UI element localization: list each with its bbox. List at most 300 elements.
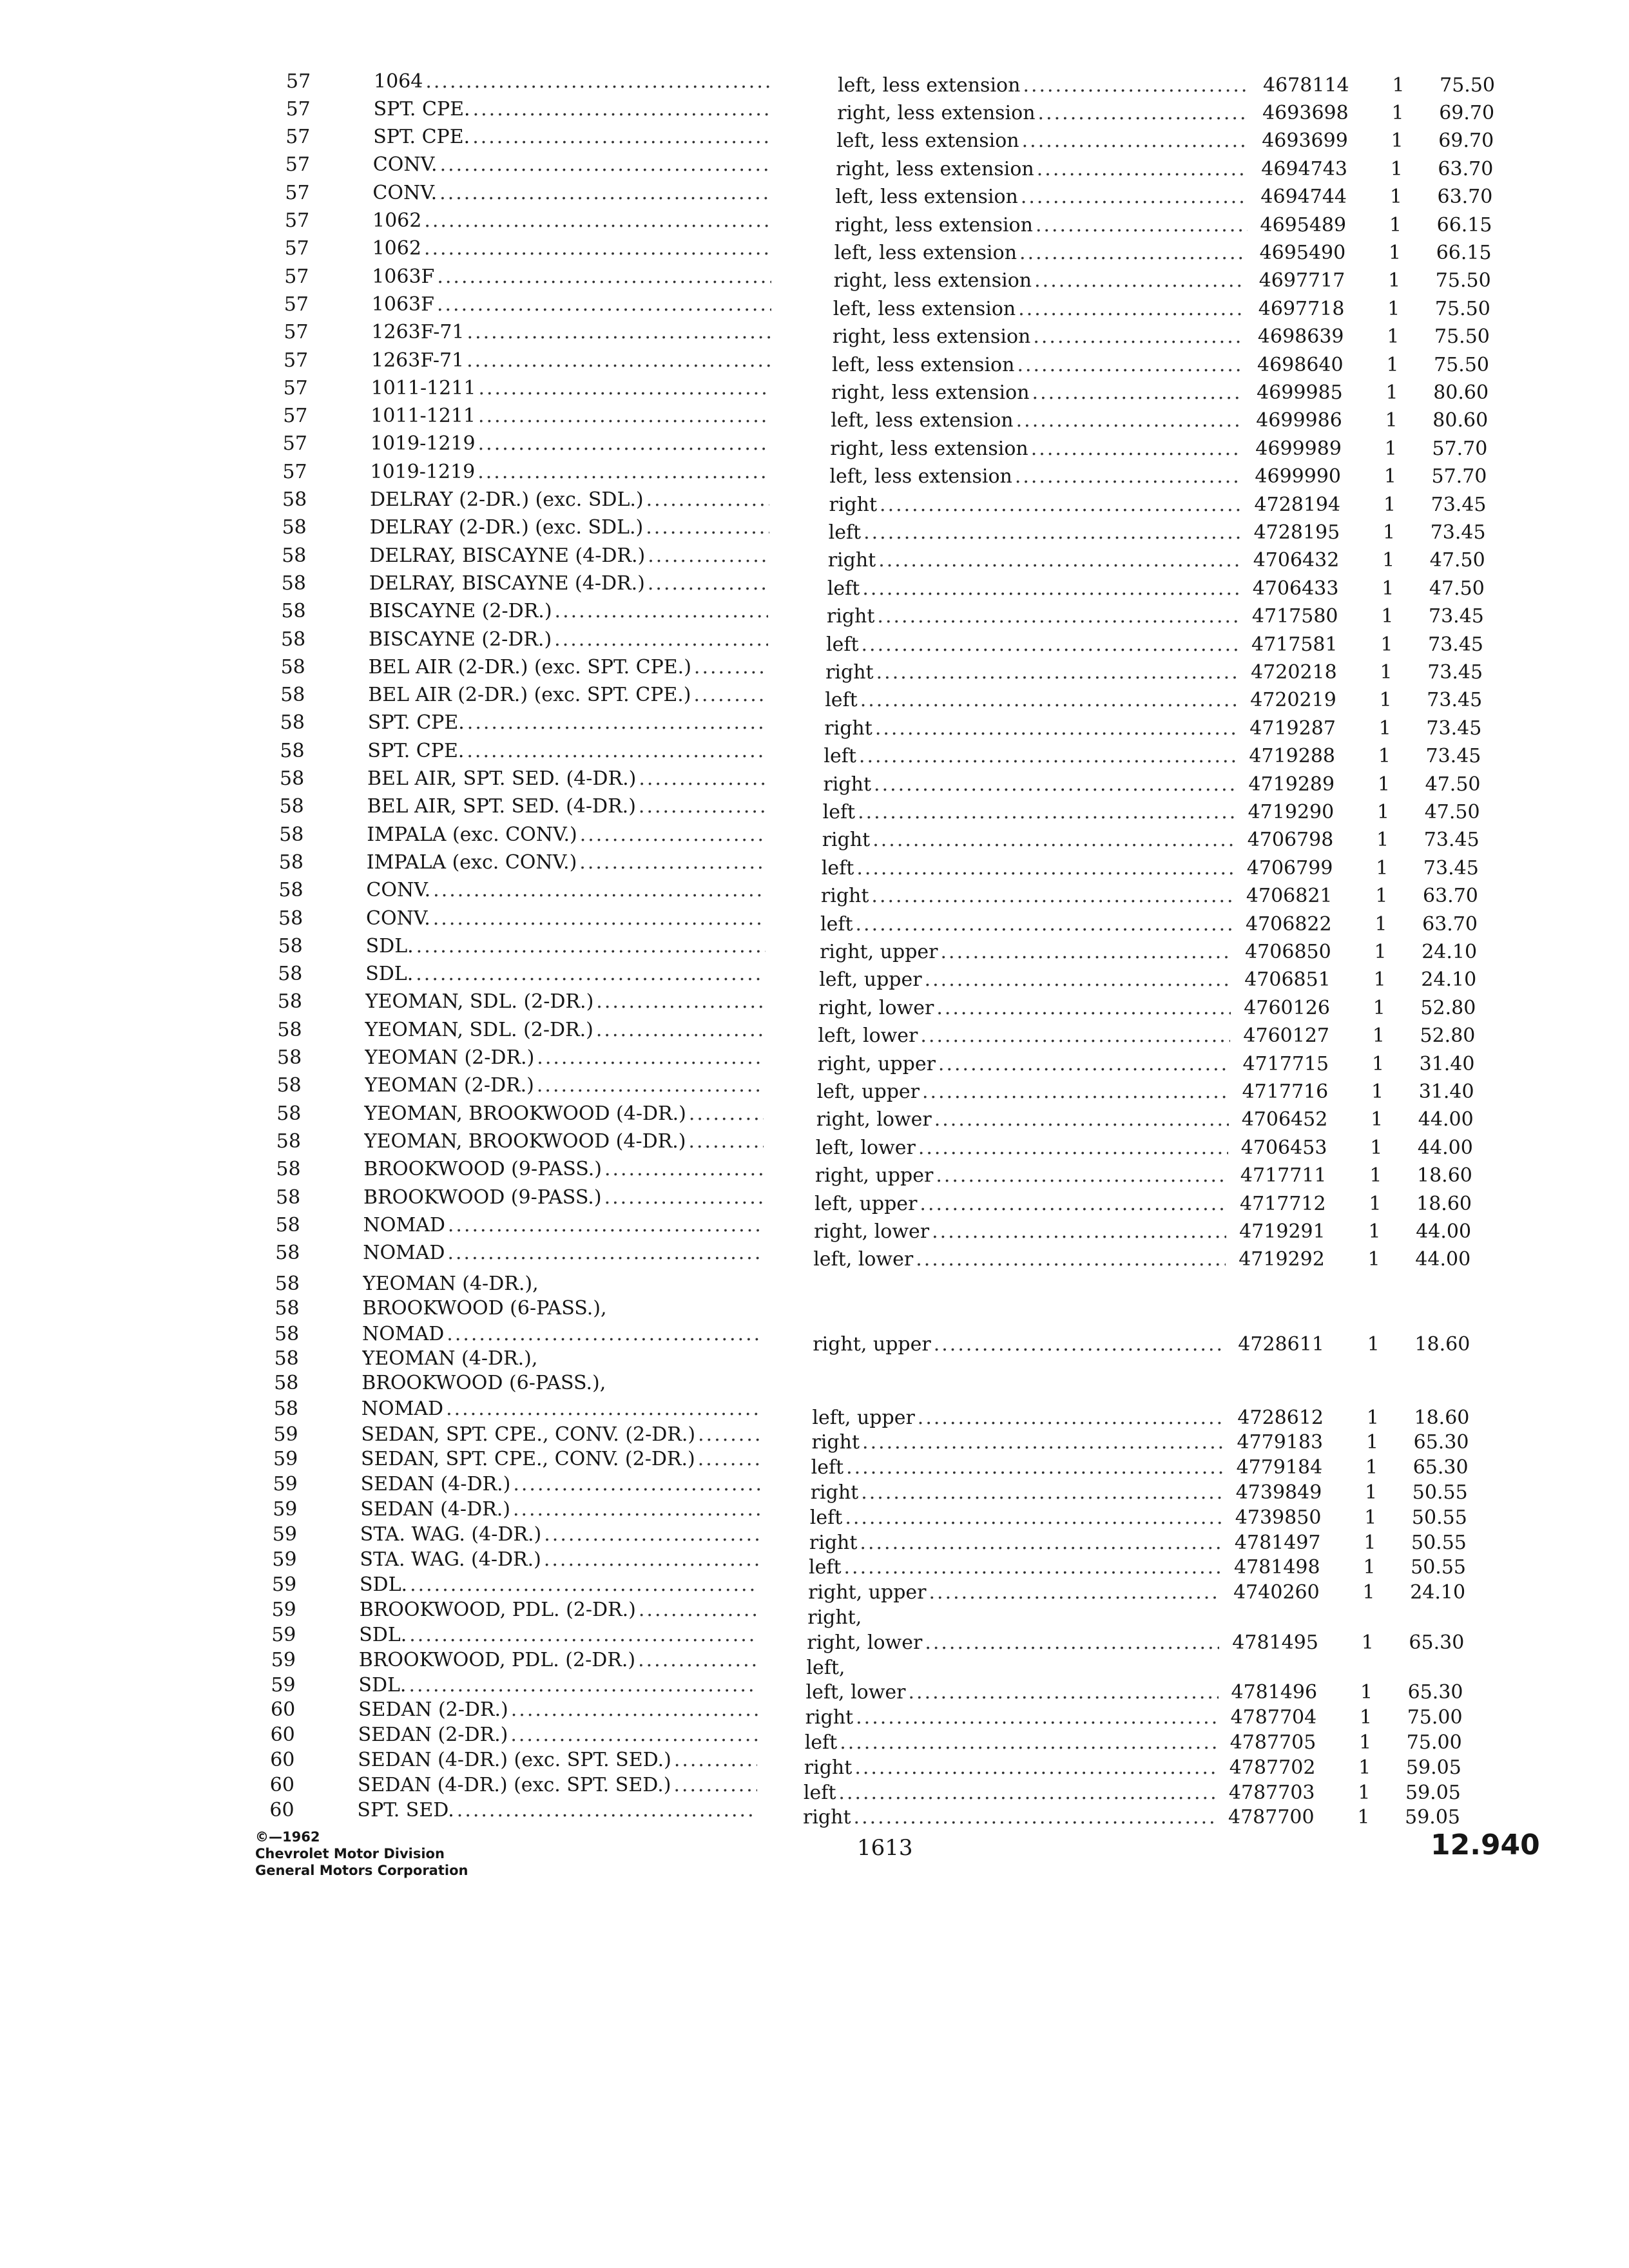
model-row (276, 208, 772, 234)
model-name-text: 1011-1211 (371, 376, 476, 399)
model-name (367, 795, 767, 818)
quantity: 1 (1357, 1806, 1370, 1829)
price: 59.05 (1405, 1756, 1461, 1779)
leader-dots (646, 516, 769, 539)
part-description (807, 1606, 1220, 1629)
quantity: 1 (1366, 1406, 1379, 1429)
price: 52.80 (1420, 996, 1476, 1019)
price: 73.45 (1423, 829, 1480, 852)
leader-dots (673, 1774, 757, 1796)
part-description-text: left, less extension (829, 465, 1012, 488)
part-row (820, 939, 1536, 965)
part-number: 4717581 (1251, 633, 1338, 656)
price: 73.45 (1425, 745, 1481, 768)
part-description-text: right (825, 660, 874, 684)
quantity: 1 (1365, 1481, 1378, 1504)
part-description (820, 941, 1232, 963)
part-number: 4678114 (1263, 73, 1349, 97)
leader-dots (688, 1130, 763, 1153)
leader-dots (446, 1398, 761, 1420)
part-row (816, 1135, 1532, 1160)
part-description-text: left, (806, 1656, 845, 1679)
model-name (366, 879, 766, 901)
model-year: 57 (282, 460, 307, 483)
model-year: 60 (269, 1799, 294, 1821)
leader-dots (934, 1108, 1229, 1131)
model-row (262, 1722, 758, 1748)
model-row (275, 347, 771, 373)
model-year: 60 (270, 1724, 295, 1747)
part-description-text: right (810, 1481, 859, 1504)
part-description (831, 381, 1244, 404)
price: 75.50 (1440, 73, 1495, 97)
part-description-text: left (827, 577, 860, 600)
part-description (824, 773, 1236, 796)
part-description-text: right, upper (808, 1581, 927, 1604)
part-description-text: left, lower (813, 1248, 914, 1271)
part-number: 4706433 (1252, 577, 1339, 600)
quantity: 1 (1385, 409, 1398, 432)
leader-dots (880, 494, 1241, 516)
price: 63.70 (1438, 157, 1494, 180)
part-description (814, 1220, 1226, 1243)
part-description-text: right (824, 716, 872, 740)
part-number: 4719291 (1239, 1220, 1325, 1243)
part-description-text: right, upper (817, 1052, 936, 1075)
part-description-text: right (804, 1756, 853, 1779)
part-description-text: right (805, 1706, 854, 1729)
leader-dots (433, 907, 766, 930)
leader-dots (639, 795, 767, 818)
part-description (838, 74, 1250, 97)
model-year: 57 (284, 321, 309, 344)
part-description-text: right, less extension (831, 381, 1030, 404)
quantity: 1 (1365, 1431, 1379, 1454)
model-row (273, 487, 769, 513)
model-year: 58 (278, 963, 303, 986)
part-number: 4787700 (1228, 1806, 1315, 1829)
quantity: 1 (1383, 493, 1396, 516)
part-number: 4787703 (1228, 1781, 1315, 1804)
quantity: 1 (1367, 1332, 1380, 1356)
model-row (270, 822, 766, 847)
model-name-text: BEL AIR, SPT. SED. (4-DR.) (367, 767, 637, 790)
quantity: 1 (1373, 996, 1385, 1019)
model-name-text: CONV. (372, 181, 438, 204)
model-name-text: SPT. CPE. (373, 97, 470, 120)
leader-dots (646, 488, 769, 511)
price: 18.60 (1414, 1406, 1470, 1429)
part-row (805, 1729, 1521, 1755)
part-number: 4695490 (1259, 241, 1346, 264)
model-row (260, 1798, 757, 1823)
part-description (806, 1657, 1219, 1679)
part-row (832, 352, 1548, 378)
part-number: 4760126 (1244, 996, 1330, 1019)
model-name (358, 1698, 758, 1721)
quantity: 1 (1387, 325, 1400, 349)
model-name-text: STA. WAG. (4-DR.) (360, 1523, 542, 1546)
model-name-text: CONV. (366, 879, 431, 902)
model-year: 59 (272, 1523, 297, 1546)
model-name (363, 1214, 763, 1236)
leader-dots (918, 1407, 1225, 1429)
part-row (834, 240, 1551, 265)
quantity: 1 (1389, 186, 1402, 209)
part-row (828, 548, 1545, 573)
model-name (370, 488, 769, 511)
quantity: 1 (1382, 549, 1395, 572)
part-number: 4787702 (1229, 1756, 1316, 1779)
model-name (364, 1102, 764, 1125)
part-number: 4781497 (1234, 1531, 1321, 1554)
model-year: 58 (280, 711, 305, 735)
model-year: 58 (277, 990, 302, 1014)
leader-dots (437, 293, 771, 316)
part-description (821, 885, 1233, 907)
price: 75.50 (1434, 353, 1489, 376)
model-name-text: IMPALA (exc. CONV.) (367, 823, 577, 846)
quantity: 1 (1364, 1506, 1377, 1529)
model-name (366, 935, 766, 957)
leader-dots (694, 656, 768, 678)
model-name-text: SEDAN, SPT. CPE., CONV. (2-DR.) (361, 1423, 696, 1446)
leader-dots (1021, 186, 1248, 208)
model-year: 57 (285, 126, 311, 149)
part-number: 4698640 (1257, 353, 1344, 376)
part-description (813, 1333, 1225, 1356)
model-row (276, 180, 772, 206)
part-row (825, 659, 1542, 685)
model-row (270, 849, 766, 875)
model-name (370, 516, 769, 539)
model-year: 60 (269, 1774, 294, 1797)
part-description (804, 1756, 1217, 1779)
leader-dots (863, 521, 1240, 544)
price: 59.05 (1405, 1806, 1460, 1829)
part-description (819, 968, 1231, 991)
leader-dots (604, 1158, 763, 1180)
quantity: 1 (1372, 1024, 1385, 1048)
model-name-text: BROOKWOOD (6-PASS.), (361, 1371, 606, 1394)
part-description (816, 1137, 1228, 1159)
part-row (818, 1023, 1534, 1049)
model-year: 58 (274, 1371, 299, 1394)
price: 65.30 (1412, 1456, 1469, 1479)
model-year: 58 (275, 1322, 300, 1345)
model-row (269, 878, 766, 903)
model-name-text: 1062 (372, 209, 422, 232)
model-name-text: CONV. (366, 907, 430, 930)
part-description (809, 1556, 1221, 1579)
model-name-text: BROOKWOOD, PDL. (2-DR.) (358, 1648, 636, 1671)
part-number: 4697718 (1258, 297, 1345, 320)
part-description-text: right, less extension (836, 157, 1034, 180)
price: 44.00 (1415, 1248, 1471, 1271)
price: 65.30 (1413, 1431, 1469, 1454)
part-description-text: right (829, 493, 878, 516)
quantity: 1 (1384, 437, 1397, 460)
leader-dots (511, 1698, 758, 1721)
model-name (372, 293, 771, 316)
part-description (812, 1431, 1224, 1454)
leader-dots (440, 153, 773, 176)
part-description (836, 158, 1248, 180)
price: 52.80 (1420, 1024, 1476, 1048)
leader-dots (1022, 130, 1249, 152)
part-row (812, 1405, 1528, 1430)
model-row (261, 1773, 757, 1798)
price: 47.50 (1425, 773, 1481, 796)
model-name (372, 209, 772, 232)
part-description-text: left, lower (818, 1024, 918, 1048)
leader-dots (467, 321, 771, 343)
part-description-text: left, upper (812, 1406, 915, 1429)
model-year: 58 (282, 544, 307, 567)
model-name-text: DELRAY, BISCAYNE (4-DR.) (369, 544, 646, 567)
model-name (374, 98, 773, 120)
model-year: 57 (285, 97, 311, 120)
model-name (372, 237, 772, 260)
part-description-text: left (809, 1506, 843, 1529)
quantity: 1 (1368, 1220, 1381, 1243)
model-name-text: NOMAD (361, 1397, 444, 1420)
model-year: 58 (280, 684, 305, 707)
leader-dots (846, 1456, 1223, 1479)
model-name (358, 1724, 758, 1746)
quantity: 1 (1370, 1136, 1383, 1159)
part-number: 4706850 (1245, 940, 1331, 963)
part-number: 4693699 (1262, 130, 1348, 153)
part-row (831, 380, 1548, 405)
quantity: 1 (1376, 856, 1389, 879)
model-name-text: SEDAN (4-DR.) (exc. SPT. SED.) (358, 1749, 671, 1772)
quantity: 1 (1374, 940, 1387, 963)
leader-dots (874, 773, 1235, 796)
part-row (804, 1754, 1521, 1780)
part-description-text: right, lower (818, 996, 934, 1019)
price: 80.60 (1433, 381, 1489, 404)
model-name (372, 182, 772, 204)
part-description (811, 1456, 1224, 1479)
part-number: 4728195 (1253, 521, 1340, 544)
model-name (359, 1624, 758, 1646)
quantity: 1 (1390, 157, 1403, 180)
part-description-text: right, less extension (837, 101, 1036, 124)
leader-dots (875, 717, 1237, 740)
model-name (369, 628, 768, 651)
quantity: 1 (1377, 800, 1390, 823)
part-description-text: right, less extension (833, 269, 1032, 293)
model-row (275, 375, 771, 401)
model-year: 59 (271, 1598, 296, 1621)
price: 73.45 (1426, 716, 1482, 740)
part-number: 4693698 (1262, 101, 1349, 124)
leader-dots (416, 935, 766, 957)
price: 75.50 (1435, 269, 1491, 293)
model-name-text: 1019-1219 (370, 432, 476, 456)
leader-dots (425, 70, 773, 93)
price: 73.45 (1427, 660, 1483, 684)
price: 44.00 (1416, 1220, 1472, 1243)
part-description-text: left (811, 1456, 844, 1479)
model-year: 60 (271, 1698, 296, 1722)
part-description-text: right, upper (813, 1332, 931, 1356)
model-year: 57 (284, 293, 309, 316)
model-name-text: SDL. (359, 1623, 407, 1646)
model-name (367, 851, 766, 874)
part-number: 4739850 (1235, 1506, 1322, 1529)
part-number: 4760127 (1243, 1024, 1329, 1048)
model-name (358, 1674, 758, 1696)
part-description-text: right (823, 773, 872, 796)
model-name-text: 1263F-71 (371, 349, 465, 372)
price: 69.70 (1439, 101, 1495, 124)
quantity: 1 (1387, 297, 1400, 320)
part-number: 4720218 (1251, 660, 1337, 684)
model-row (276, 152, 773, 178)
part-number: 4717711 (1240, 1164, 1327, 1187)
leader-dots (862, 1431, 1224, 1454)
leader-dots (929, 1581, 1221, 1604)
leader-dots (409, 1624, 758, 1646)
part-description-text: right, less extension (834, 213, 1033, 236)
part-number: 4781496 (1231, 1681, 1318, 1704)
leader-dots (467, 711, 767, 734)
model-name (374, 70, 773, 93)
model-name-text: BEL AIR (2-DR.) (exc. SPT. CPE.) (368, 655, 691, 678)
model-year: 59 (272, 1548, 297, 1571)
model-name-text: NOMAD (362, 1322, 445, 1345)
part-row (836, 156, 1552, 182)
price: 57.70 (1431, 465, 1487, 488)
model-name-text: DELRAY (2-DR.) (exc. SDL.) (370, 488, 644, 511)
quantity: 1 (1371, 1080, 1384, 1103)
quantity: 1 (1391, 130, 1403, 153)
leader-dots (555, 600, 769, 622)
price: 47.50 (1429, 549, 1485, 572)
model-row (263, 1597, 759, 1622)
part-row (822, 827, 1539, 853)
model-row (263, 1547, 759, 1573)
leader-dots (473, 98, 773, 120)
leader-dots (424, 237, 772, 260)
model-name (360, 1599, 759, 1621)
model-name (366, 907, 766, 930)
part-description-text: left (824, 745, 856, 768)
leader-dots (1032, 381, 1244, 404)
model-name (361, 1473, 760, 1495)
part-number: 4779183 (1237, 1431, 1324, 1454)
price: 31.40 (1418, 1080, 1474, 1103)
part-description-text: left, less extension (836, 130, 1019, 153)
leader-dots (410, 1573, 759, 1596)
leader-dots (871, 885, 1233, 907)
model-row (261, 1747, 757, 1773)
part-description (806, 1681, 1219, 1704)
model-year: 58 (276, 1186, 301, 1209)
quantity: 1 (1380, 660, 1393, 684)
part-row (833, 296, 1550, 322)
price: 75.50 (1434, 297, 1490, 320)
leader-dots (1031, 437, 1243, 460)
leader-dots (510, 1724, 757, 1746)
quantity: 1 (1360, 1706, 1373, 1729)
quantity: 1 (1388, 269, 1401, 293)
part-row (816, 1107, 1533, 1133)
leader-dots (433, 879, 766, 901)
quantity: 1 (1383, 465, 1396, 488)
part-description-text: left (826, 633, 859, 656)
leader-dots (860, 1532, 1221, 1554)
model-year: 58 (274, 1347, 299, 1370)
model-year: 57 (284, 265, 309, 288)
part-row (809, 1530, 1526, 1555)
model-name-text: 1263F-71 (371, 321, 465, 344)
part-number: 4706432 (1253, 549, 1340, 572)
part-description-text: left, lower (805, 1681, 906, 1704)
part-number: 4719287 (1249, 716, 1336, 740)
model-year: 57 (283, 405, 308, 428)
leader-dots (1033, 325, 1245, 348)
model-row (268, 1017, 764, 1043)
part-row (835, 184, 1552, 210)
part-number: 4694743 (1261, 157, 1347, 180)
part-description (836, 130, 1249, 152)
model-name-text: SDL. (360, 1573, 408, 1596)
model-row (267, 1100, 764, 1126)
part-description (815, 1193, 1227, 1215)
model-row (275, 320, 771, 345)
model-row (273, 570, 769, 596)
model-row (265, 1396, 761, 1421)
quantity: 1 (1358, 1781, 1371, 1804)
model-name-text: SPT. CPE. (367, 739, 465, 762)
model-name-text: BROOKWOOD (6-PASS.), (362, 1296, 607, 1320)
leader-dots (1038, 102, 1250, 124)
model-row (273, 459, 769, 485)
model-name (373, 153, 773, 176)
leader-dots (477, 461, 769, 483)
leader-dots (478, 377, 770, 399)
quantity: 1 (1379, 689, 1392, 712)
part-row (815, 1163, 1532, 1189)
model-year: 57 (284, 237, 309, 260)
part-row (829, 519, 1545, 545)
part-description (804, 1782, 1216, 1804)
model-name (365, 1046, 764, 1069)
model-name-text: 1063F (371, 293, 434, 316)
part-row (813, 1247, 1530, 1273)
model-row (264, 1421, 760, 1447)
part-description-text: right (811, 1431, 860, 1454)
part-number: 4697717 (1258, 269, 1345, 293)
part-row (809, 1555, 1525, 1581)
part-description (813, 1248, 1226, 1271)
part-number: 4694744 (1260, 186, 1347, 209)
price: 75.00 (1406, 1731, 1462, 1754)
part-description (816, 1108, 1229, 1131)
model-row (262, 1697, 758, 1723)
part-row (831, 408, 1547, 434)
part-description-text: right (803, 1806, 851, 1829)
part-description (829, 465, 1242, 488)
model-row (262, 1672, 758, 1698)
model-name-text: SDL. (358, 1673, 407, 1696)
model-year: 58 (275, 1213, 300, 1236)
model-name (360, 1548, 759, 1571)
model-name (373, 126, 773, 148)
